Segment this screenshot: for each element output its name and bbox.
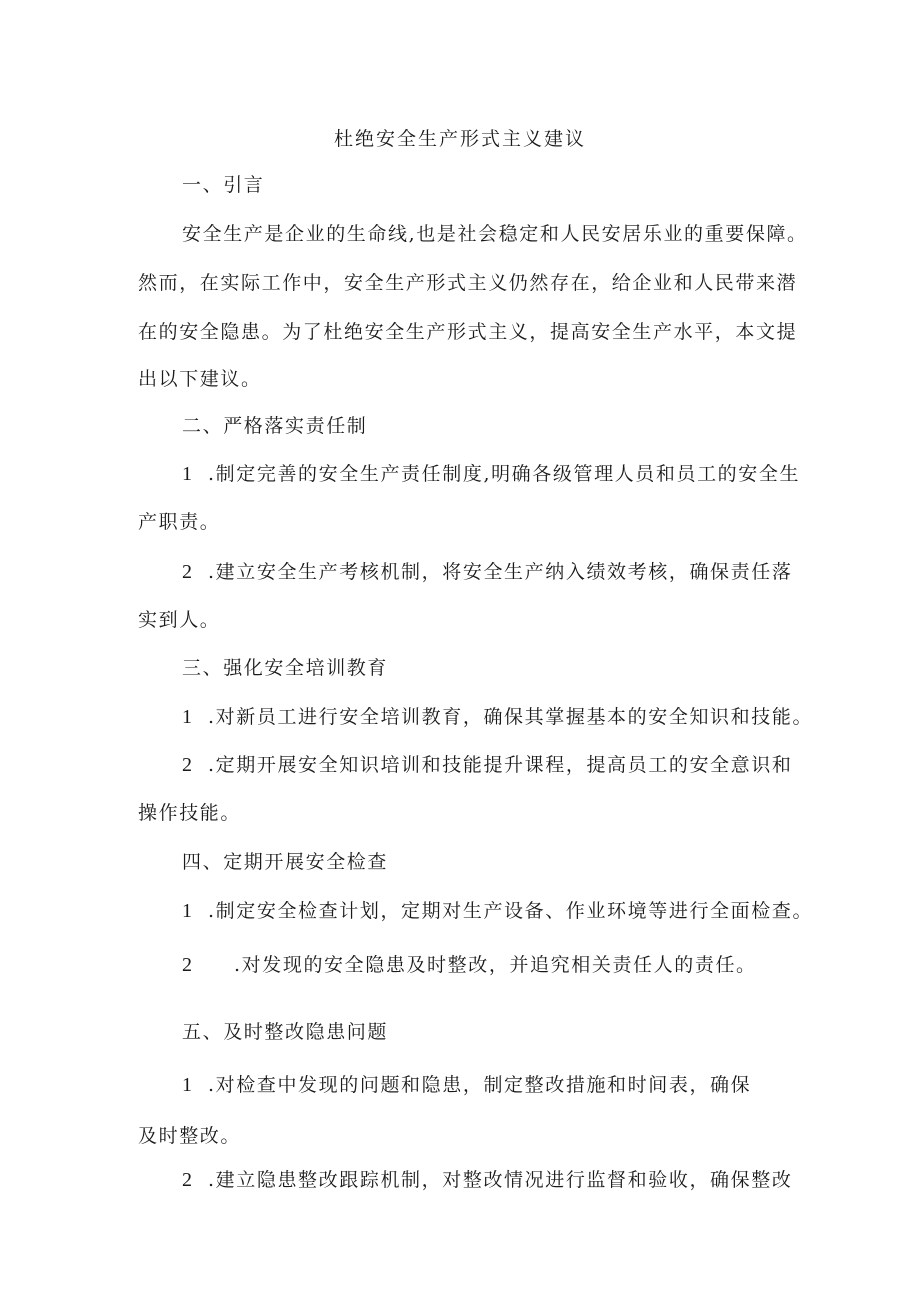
list-item-number: 2	[182, 561, 194, 583]
list-item	[182, 753, 792, 777]
section-heading: 四、定期开展安全检查	[182, 851, 389, 873]
list-item-text: .对检查中发现的问题和隐患，制定整改措施和时间表，确保	[208, 1074, 752, 1096]
paragraph-line: 出以下建议。	[138, 368, 262, 390]
list-item-text: .建立隐患整改跟踪机制，对整改情况进行监督和验收，确保整改	[208, 1169, 793, 1191]
section-heading: 五、及时整改隐患问题	[182, 1021, 389, 1043]
list-item-number: 2	[182, 954, 194, 976]
section-heading: 二、严格落实责任制	[182, 415, 368, 437]
list-item	[182, 560, 792, 584]
paragraph-line: 产职责。	[138, 511, 221, 533]
paragraph-line: 在的安全隐患。为了杜绝安全生产形式主义，提高安全生产水平，本文提	[138, 321, 798, 343]
list-item-text: .制定安全检查计划，定期对生产设备、作业环境等进行全面检查。	[208, 900, 814, 922]
list-item-text: .建立安全生产考核机制，将安全生产纳入绩效考核，确保责任落	[208, 561, 793, 583]
paragraph-line: 及时整改。	[138, 1125, 242, 1147]
list-item-number: 1	[182, 900, 194, 922]
list-item	[182, 705, 813, 729]
list-item-number: 2	[182, 754, 194, 776]
list-item-number: 1	[182, 463, 194, 485]
list-item-text: .制定完善的安全生产责任制度,明确各级管理人员和员工的安全生	[208, 463, 801, 485]
paragraph-line: 然而，在实际工作中，安全生产形式主义仍然存在，给企业和人民带来潜	[138, 272, 798, 294]
list-item	[182, 953, 757, 977]
paragraph-line: 安全生产是企业的生命线,也是社会稳定和人民安居乐业的重要保障。	[182, 223, 808, 245]
document-title: 杜绝安全生产形式主义建议	[333, 128, 586, 150]
list-item-number: 2	[182, 1169, 194, 1191]
list-item	[182, 1168, 792, 1192]
paragraph-line: 操作技能。	[138, 802, 242, 824]
list-item	[182, 1073, 751, 1097]
list-item	[182, 462, 800, 486]
paragraph-line: 实到人。	[138, 609, 221, 631]
section-heading: 一、引言	[182, 174, 265, 196]
list-item-number: 1	[182, 706, 194, 728]
section-heading: 三、强化安全培训教育	[182, 657, 389, 679]
list-item-text: .定期开展安全知识培训和技能提升课程，提高员工的安全意识和	[208, 754, 793, 776]
list-item-text: .对新员工进行安全培训教育，确保其掌握基本的安全知识和技能。	[208, 706, 814, 728]
list-item-number: 1	[182, 1074, 194, 1096]
list-item-text: .对发现的安全隐患及时整改，并追究相关责任人的责任。	[234, 954, 757, 976]
list-item	[182, 899, 813, 923]
